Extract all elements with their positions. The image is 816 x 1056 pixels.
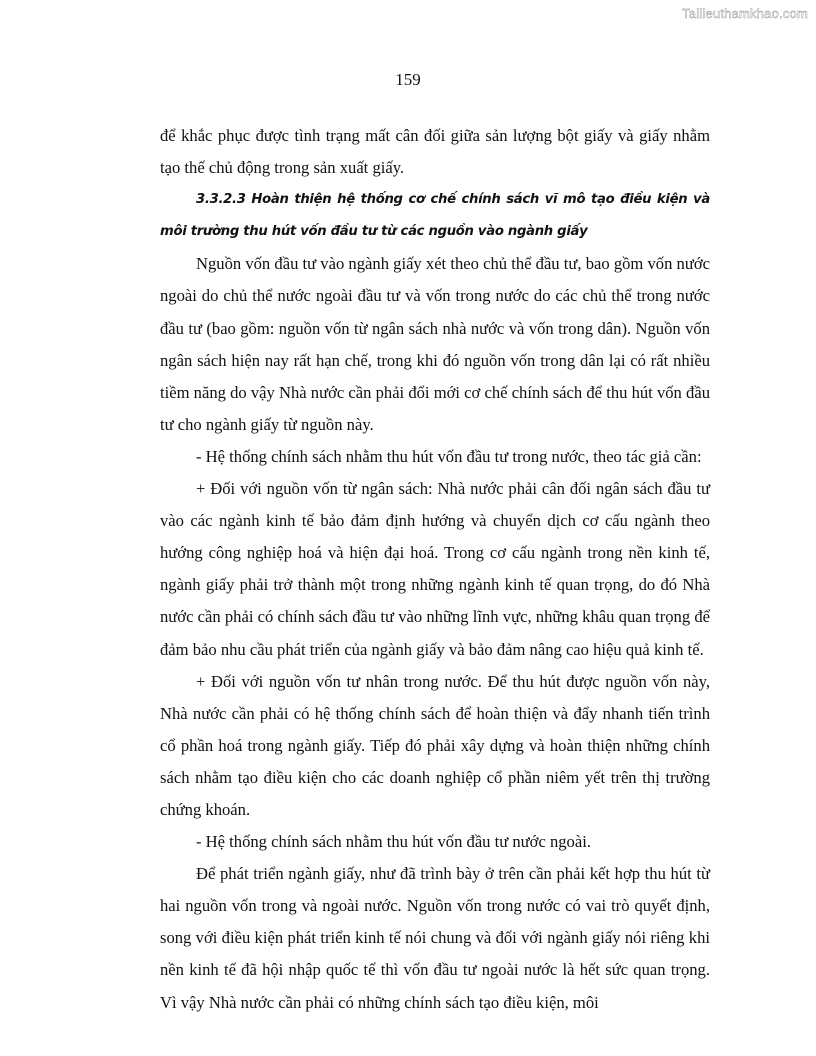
watermark: Tailieuthamkhao.com (682, 6, 808, 21)
paragraph-development: Để phát triển ngành giấy, như đã trình bày ở trên cần phải kết hợp thu hút từ hai nguồn vốn trong và ngoài nước. Nguồn vốn trong nước có vai trò quyết định, song với điều kiện phát triển kinh tế nói chung và đối với ngành giấy nói riêng khi nền kinh tế đã hội nhập quốc tế thì vốn đầu tư ngoài nước là hết sức quan trọng. Vì vậy Nhà nước cần phải có những chính sách tạo điều kiện, môi (160, 864, 710, 1012)
paragraph-foreign-policy: - Hệ thống chính sách nhằm thu hút vốn đầu tư nước ngoài. (196, 832, 591, 852)
page-number: 159 (395, 70, 421, 89)
section-heading: 3.3.2.3 Hoàn thiện hệ thống cơ chế chính sách vĩ mô tạo điều kiện và môi trường thu hút vốn đầu tư từ các nguồn vào ngành giấy (160, 192, 710, 240)
paragraph-private-funds: + Đối với nguồn vốn tư nhân trong nước. Để thu hút được nguồn vốn này, Nhà nước cần phải có hệ thống chính sách để hoàn thiện và đẩy nhanh tiến trình cổ phần hoá trong ngành giấy. Tiếp đó phải xây dựng và hoàn thiện những chính sách nhằm tạo điều kiện cho các doanh nghiệp cổ phần niêm yết trên thị trường chứng khoán. (160, 671, 710, 819)
paragraph-budget-funds: + Đối với nguồn vốn từ ngân sách: Nhà nước phải cân đối ngân sách đầu tư vào các ngành kinh tế bảo đảm định hướng và chuyển dịch cơ cấu ngành theo hướng công nghiệp hoá và hiện đại hoá. Trong cơ cấu ngành trong nền kinh tế, ngành giấy phải trở thành một trong những ngành kinh tế quan trọng, do đó Nhà nước cần phải có chính sách đầu tư vào những lĩnh vực, những khâu quan trọng để đảm bảo nhu cầu phát triển của ngành giấy và bảo đảm nâng cao hiệu quả kinh tế. (160, 479, 710, 659)
page-body (160, 120, 710, 1019)
paragraph-investment-sources: Nguồn vốn đầu tư vào ngành giấy xét theo chủ thể đầu tư, bao gồm vốn nước ngoài do chủ thể nước ngoài đầu tư và vốn trong nước do các chủ thể trong nước đầu tư (bao gồm: nguồn vốn từ ngân sách nhà nước và vốn trong dân). Nguồn vốn ngân sách hiện nay rất hạn chế, trong khi đó nguồn vốn trong dân lại có rất nhiều tiềm năng do vậy Nhà nước cần phải đổi mới cơ chế chính sách để thu hút vốn đầu tư cho ngành giấy từ nguồn này. (160, 254, 710, 434)
paragraph-continuation: để khắc phục được tình trạng mất cân đối giữa sản lượng bột giấy và giấy nhằm tạo thế chủ động trong sản xuất giấy. (160, 126, 710, 178)
paragraph-domestic-policy: - Hệ thống chính sách nhằm thu hút vốn đầu tư trong nước, theo tác giả cần: (196, 446, 702, 466)
